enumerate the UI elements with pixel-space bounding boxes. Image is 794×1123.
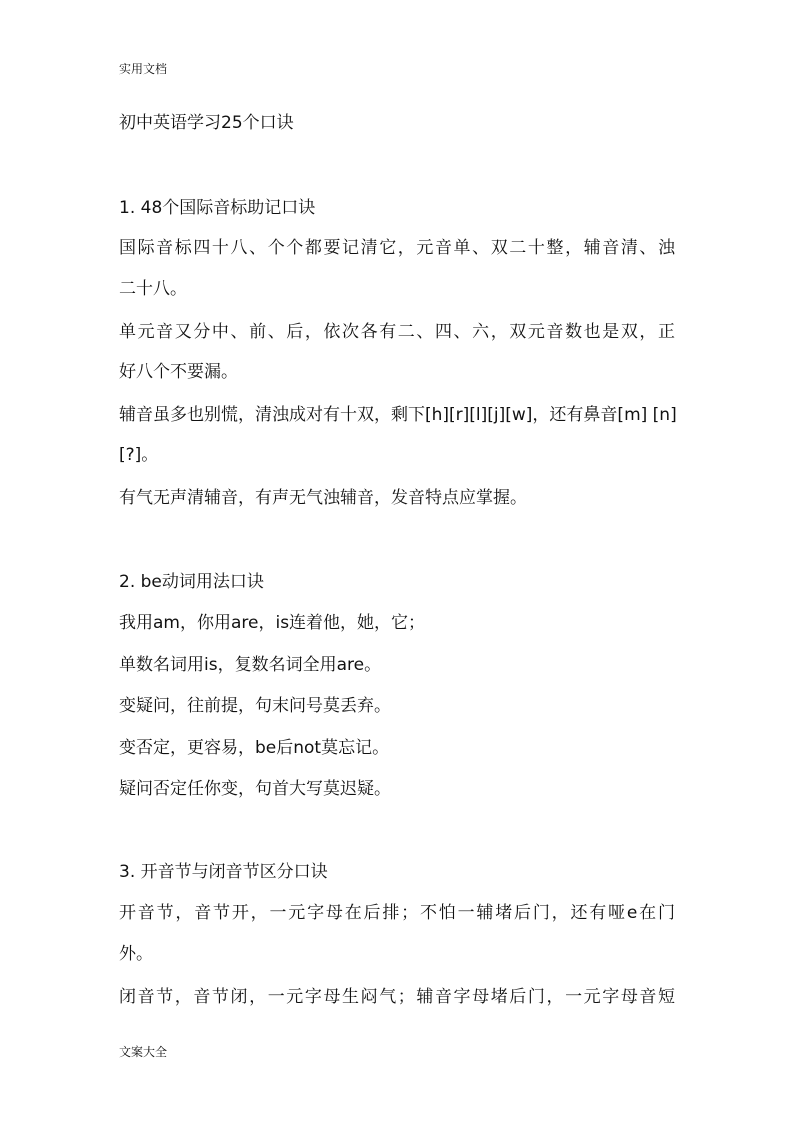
section-2-line-4: 变否定，更容易，be后not莫忘记。 <box>119 738 390 758</box>
section-heading-1: 1. 48个国际音标助记口诀 <box>119 198 316 218</box>
section-2-line-2: 单数名词用is，复数名词全用are。 <box>119 655 382 675</box>
section-1-line-2: 二十八。 <box>119 279 187 299</box>
section-heading-3: 3. 开音节与闭音节区分口诀 <box>119 862 328 882</box>
section-1-line-5: 辅音虽多也别慌，清浊成对有十双，剩下[h][r][l][j][w]，还有鼻音[m] [n] <box>119 405 677 425</box>
section-1-line-3: 单元音又分中、前、后，依次各有二、四、六，双元音数也是双，正 <box>119 322 675 342</box>
section-1-line-4: 好八个不要漏。 <box>119 362 238 382</box>
section-2-line-3: 变疑问，往前提，句末问号莫丢弃。 <box>119 696 391 716</box>
section-heading-2: 2. be动词用法口诀 <box>119 572 264 592</box>
document-title: 初中英语学习25个口诀 <box>119 113 294 133</box>
section-3-line-2: 外。 <box>119 944 153 964</box>
section-2-line-5: 疑问否定任你变，句首大写莫迟疑。 <box>119 779 391 799</box>
section-1-line-1: 国际音标四十八、个个都要记清它，元音单、双二十整，辅音清、浊 <box>119 238 675 258</box>
section-1-line-6: [?]。 <box>119 445 159 465</box>
section-2-line-1: 我用am，你用are，is连着他，她，它； <box>119 613 426 633</box>
page-header: 实用文档 <box>119 62 168 76</box>
section-3-line-1: 开音节，音节开，一元字母在后排；不怕一辅堵后门，还有哑e在门 <box>119 903 675 923</box>
section-1-line-7: 有气无声清辅音，有声无气浊辅音，发音特点应掌握。 <box>119 488 527 508</box>
section-3-line-3: 闭音节，音节闭，一元字母生闷气；辅音字母堵后门，一元字母音短 <box>119 987 675 1007</box>
page-footer: 文案大全 <box>119 1045 168 1059</box>
